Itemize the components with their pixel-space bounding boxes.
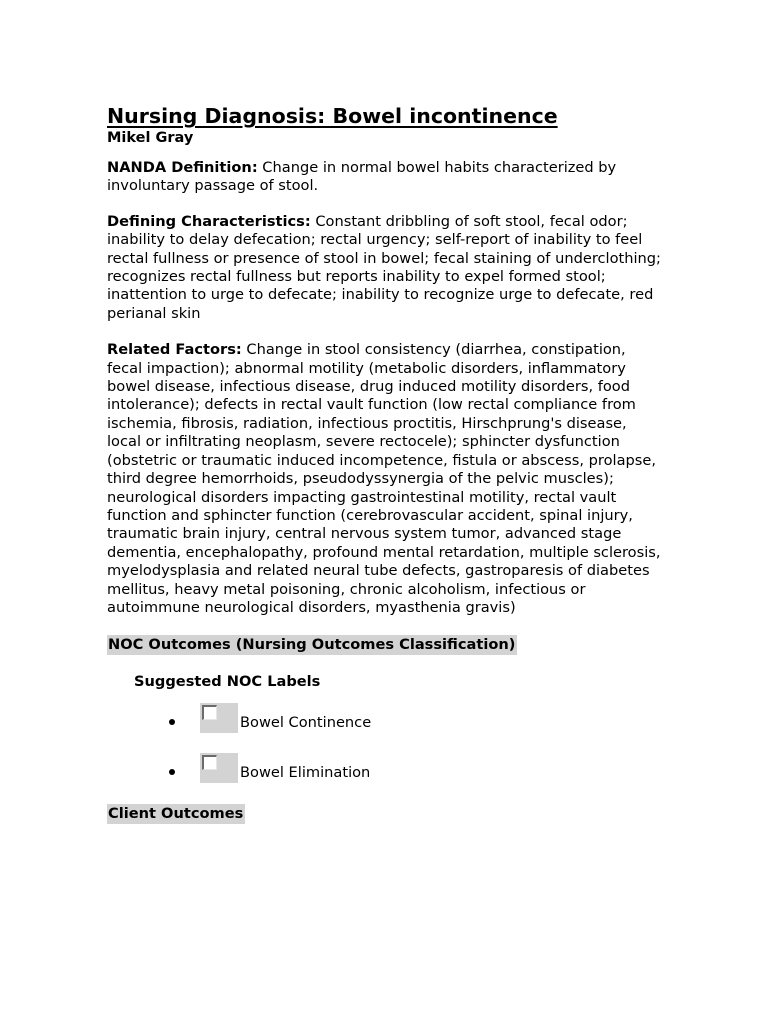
list-item (107, 753, 663, 789)
related-factors-text: Change in stool consistency (diarrhea, constipation, fecal impaction); abnormal motility (metabolic disorders, inflammatory bowel disease, infectious disease, drug induced motility disorders, food intolerance); defects in rectal vault function (low rectal compliance from ischemia, fibrosis, radiation, infectious proctitis, Hirschprung's disease, local or infiltrating neoplasm, severe rectocele); sphincter dysfunction (obstetric or traumatic induced incompetence, fistula or abscess, prolapse, third degree hemorrhoids, pseudodyssynergia of the pelvic muscles); neurological disorders impacting gastrointestinal motility, rectal vault function and sphincter function (cerebrovascular accident, spinal injury, traumatic brain injury, central nervous system tumor, advanced stage dementia, encephalopathy, profound mental retardation, multiple sclerosis, myelodysplasia and related neural tube defects, gastroparesis of diabetes mellitus, heavy metal poisoning, chronic alcoholism, infectious or autoimmune neurological disorders, myasthenia gravis) (107, 341, 661, 616)
defining-characteristics-text: Constant dribbling of soft stool, fecal odor; inability to delay defecation; rectal urgency; self-report of inability to feel rectal fullness or presence of stool in bowel; fecal staining of underclothing; recognizes rectal fullness but reports inability to expel formed stool; inattention to urge to defecate; inability to recognize urge to defecate, red perianal skin (107, 212, 661, 322)
related-factors (107, 341, 663, 617)
nanda-definition (107, 159, 663, 196)
noc-label-list (107, 703, 663, 789)
bowel-elimination-checkbox[interactable] (202, 755, 217, 770)
noc-item-label: Bowel Elimination (240, 764, 371, 782)
checkbox-cell (200, 753, 238, 783)
nanda-definition-text: Change in normal bowel habits characterized by involuntary passage of stool. (107, 159, 617, 195)
defining-characteristics-label: Defining Characteristics: (107, 212, 311, 230)
list-item (107, 703, 663, 739)
bullet-icon (169, 769, 175, 775)
bowel-continence-checkbox[interactable] (202, 705, 217, 720)
defining-characteristics (107, 213, 663, 323)
nanda-definition-label: NANDA Definition: (107, 159, 258, 176)
noc-outcomes-heading: NOC Outcomes (Nursing Outcomes Classification) (108, 636, 516, 654)
bullet-icon (169, 719, 175, 725)
page-title: Nursing Diagnosis: Bowel incontinence (107, 104, 558, 128)
author-name: Mikel Gray (107, 130, 194, 146)
checkbox-cell (200, 703, 238, 733)
suggested-noc-labels-heading: Suggested NOC Labels (134, 673, 321, 691)
noc-item-label: Bowel Continence (240, 714, 372, 732)
related-factors-label: Related Factors: (107, 341, 242, 359)
client-outcomes-heading: Client Outcomes (108, 805, 244, 823)
document-page (107, 103, 663, 824)
